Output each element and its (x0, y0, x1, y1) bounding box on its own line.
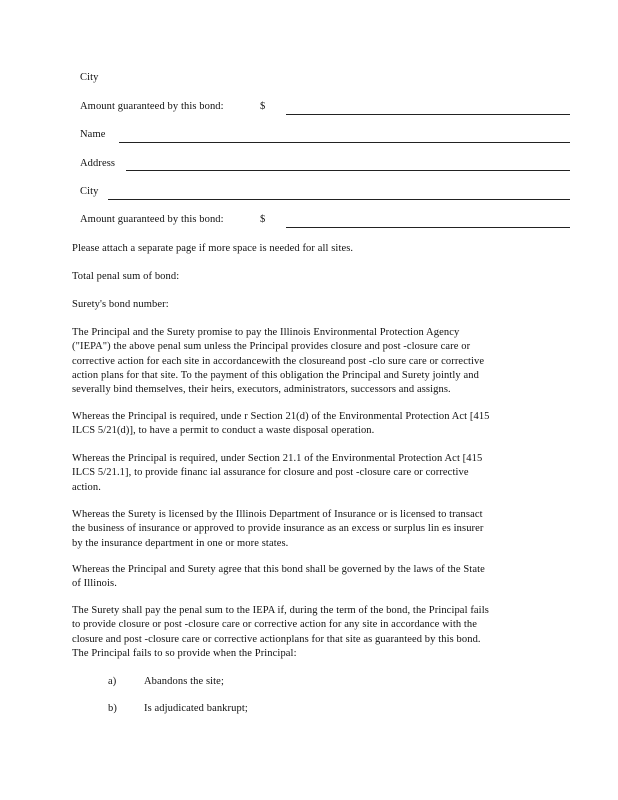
list-item-text: Abandons the site; (144, 676, 224, 687)
total-penal-sum-label: Total penal sum of bond: (72, 271, 180, 282)
list-item-text: Is adjudicated bankrupt; (144, 703, 248, 714)
city-label: City (80, 72, 99, 83)
city-row-1 (80, 72, 580, 88)
whereas-assurance-paragraph: Whereas the Principal is required, under Section 21.1 of the Environmental Protection Act [415 ILCS 5/21.1], to provide financ ial assurance for closure and post -closure care or corrective action. (72, 453, 483, 493)
amount-label: Amount guaranteed by this bond: (80, 101, 224, 112)
dollar-sign: $ (260, 101, 266, 112)
dollar-sign: $ (260, 214, 266, 225)
whereas-laws-paragraph: Whereas the Principal and Surety agree that this bond shall be governed by the laws of the State of Illinois. (72, 564, 485, 590)
attach-note: Please attach a separate page if more space is needed for all sites. (72, 243, 354, 254)
name-field[interactable] (119, 142, 570, 143)
promise-paragraph: The Principal and the Surety promise to pay the Illinois Environmental Protection Agency ("IEPA") the above penal sum unless the Principal provides closure and post -closure care or corrective action for each site in accordancewith the closureand post -clo sure care or corrective action plans for that site. To the payment of this obligation the Principal and Surety jointly and severally bind themselves, their heirs, executors, administrators, successors and assigns. (72, 327, 485, 396)
name-label: Name (80, 129, 106, 140)
surety-bond-number-label: Surety's bond number: (72, 299, 169, 310)
list-marker: a) (108, 676, 117, 687)
whereas-licensed-paragraph: Whereas the Surety is licensed by the Illinois Department of Insurance or is licensed to transact the business of insurance or approved to provide insurance as an excess or surplus lin es insurer by the insurance department in one or more states. (72, 509, 484, 549)
amount-label: Amount guaranteed by this bond: (80, 214, 224, 225)
amount-field-2[interactable] (286, 227, 570, 228)
address-field[interactable] (126, 170, 570, 171)
city-field[interactable] (108, 199, 570, 200)
whereas-permit-paragraph: Whereas the Principal is required, unde r Section 21(d) of the Environmental Protection Act [415 ILCS 5/21(d)], to have a permit to conduct a waste disposal operation. (72, 411, 490, 437)
address-row (80, 158, 580, 174)
address-label: Address (80, 158, 116, 169)
list-marker: b) (108, 703, 117, 714)
surety-pay-paragraph: The Surety shall pay the penal sum to the IEPA if, during the term of the bond, the Principal fails to provide closure or post -closure care or corrective action for any site in accordance with the closure and post -closure care or corrective actionplans for that site as guaranteed by this bond. The Principal fails to so provide when the Principal: (72, 605, 489, 659)
city-label: City (80, 186, 99, 197)
amount-field-1[interactable] (286, 114, 570, 115)
